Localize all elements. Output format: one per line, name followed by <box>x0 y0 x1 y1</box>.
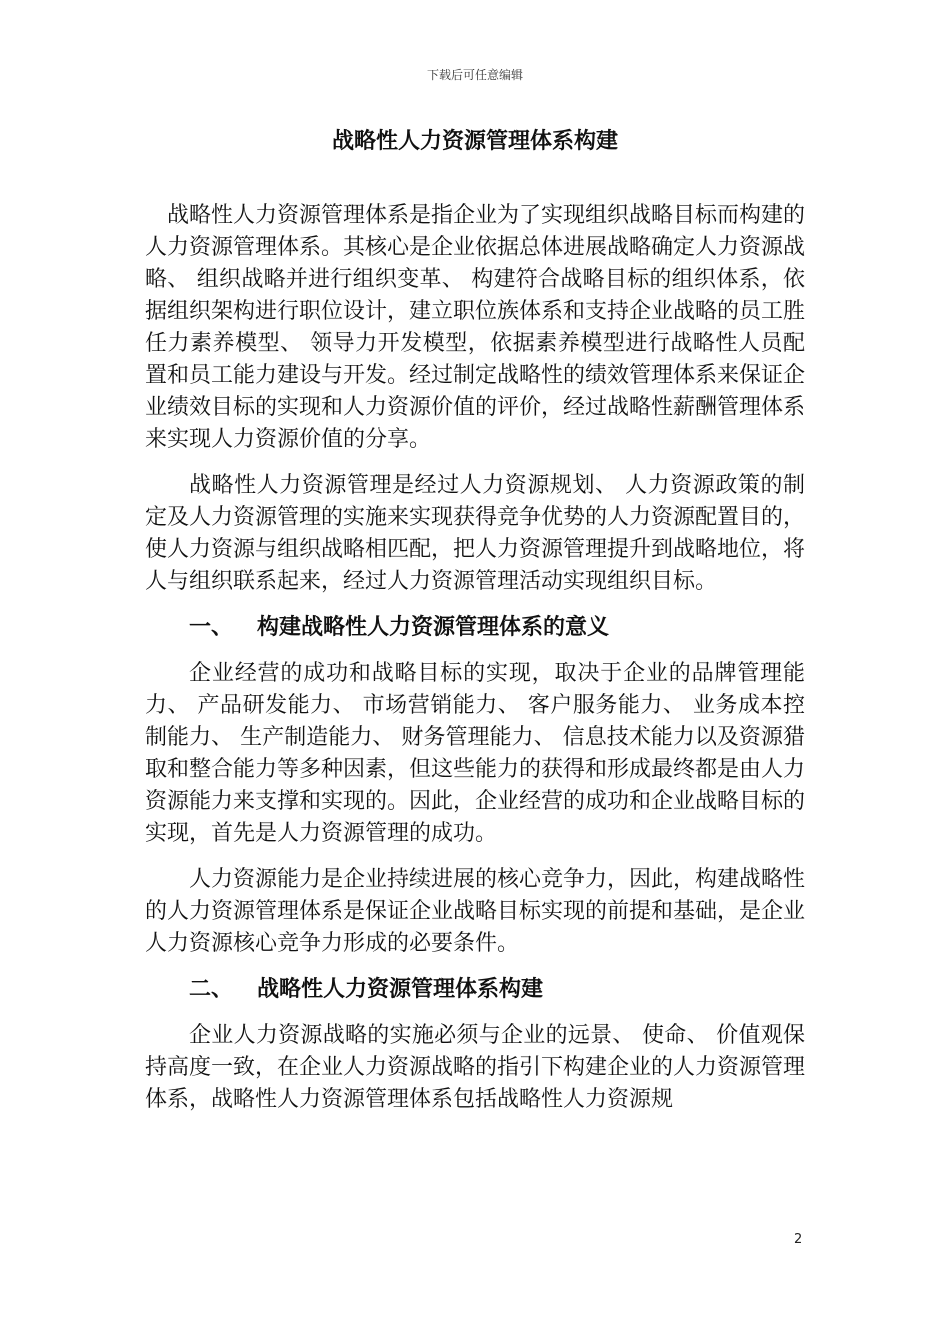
page-number: 2 <box>794 1232 803 1247</box>
section-number-2: 二、 <box>189 977 234 1002</box>
document-body <box>145 200 805 1130</box>
section-number-1: 一、 <box>189 615 234 640</box>
header-note: 下载后可任意编辑 <box>426 68 523 82</box>
intro-paragraph-1: 战略性人力资源管理体系是指企业为了实现组织战略目标而构建的人力资源管理体系。其核心是企业依据总体进展战略确定人力资源战略、 组织战略并进行组织变革、 构建符合战略目标的组织体系，依据组织架构进行职位设计，建立职位族体系和支持企业战略的员工胜任力素养模型、 领导力开发模型，依据素养模型进行战略性人员配置和员工能力建设与开发。经过制定战略性的绩效管理体系来保证企业绩效目标的实现和人力资源价值的评价，经过战略性薪酬管理体系来实现人力资源价值的分享。 <box>145 203 806 452</box>
section1-paragraph-1: 企业经营的成功和战略目标的实现，取决于企业的品牌管理能力、 产品研发能力、 市场营销能力、 客户服务能力、 业务成本控制能力、 生产制造能力、 财务管理能力、 信息技术能力以及资源猎取和整合能力等多种因素，但这些能力的获得和形成最终都是由人力资源能力来支撑和实现的。因此，企业经营的成功和企业战略目标的实现，首先是人力资源管理的成功。 <box>145 661 806 846</box>
section-title-2: 战略性人力资源管理体系构建 <box>257 977 544 1002</box>
section2-paragraph-1: 企业人力资源战略的实施必须与企业的远景、 使命、 价值观保持高度一致，在企业人力资源战略的指引下构建企业的人力资源管理体系，战略性人力资源管理体系包括战略性人力资源规 <box>145 1023 806 1112</box>
section-title-1: 构建战略性人力资源管理体系的意义 <box>257 615 610 640</box>
section1-paragraph-2: 人力资源能力是企业持续进展的核心竞争力，因此，构建战略性的人力资源管理体系是保证企业战略目标实现的前提和基础，是企业人力资源核心竞争力形成的必要条件。 <box>145 867 806 956</box>
intro-paragraph-2: 战略性人力资源管理是经过人力资源规划、 人力资源政策的制定及人力资源管理的实施来实现获得竞争优势的人力资源配置目的，使人力资源与组织战略相匹配，把人力资源管理提升到战略地位，将人与组织联系起来，经过人力资源管理活动实现组织目标。 <box>145 473 806 594</box>
section-heading-2 <box>145 974 805 1006</box>
document-title: 战略性人力资源管理体系构建 <box>331 129 618 154</box>
section-heading-1 <box>145 612 805 644</box>
